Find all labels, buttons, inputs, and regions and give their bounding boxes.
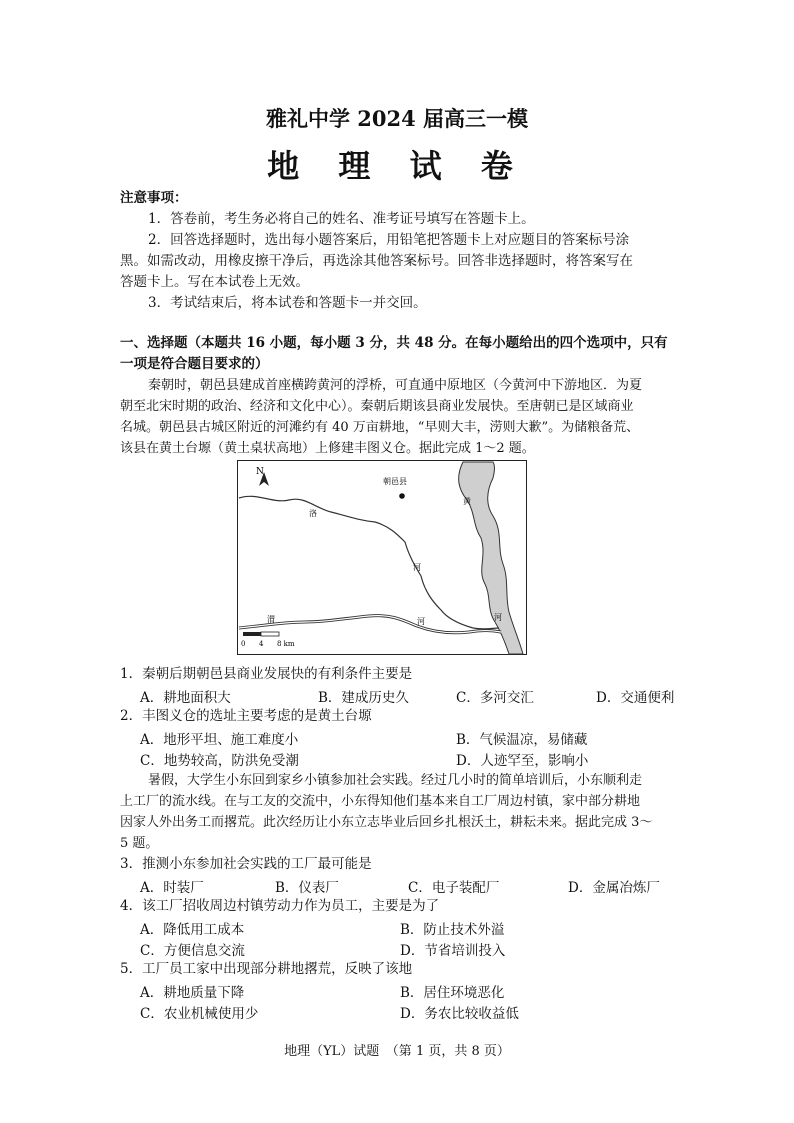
- notice-item-1: 1．答卷前，考生务必将自己的姓名、准考证号填写在答题卡上。: [148, 211, 535, 227]
- river-label-wei: 渭: [267, 615, 275, 624]
- q1-option-a: A．耕地面积大: [140, 690, 231, 706]
- page-footer: 地理（YL）试题 （第 1 页，共 8 页）: [284, 1044, 510, 1059]
- q2-option-b: B．气候温凉，易储藏: [456, 732, 588, 748]
- q1-option-b: B．建成历史久: [318, 690, 409, 706]
- notice-item-3: 3．考试结束后，将本试卷和答题卡一并交回。: [148, 295, 427, 311]
- q1-option-d: D．交通便利: [596, 690, 675, 706]
- q3-option-b: B．仪表厂: [275, 880, 339, 896]
- q4-stem: 4．该工厂招收周边村镇劳动力作为员工，主要是为了: [120, 898, 440, 914]
- q5-option-b: B．居住环境恶化: [400, 985, 505, 1001]
- q2-option-d: D．人迹罕至，影响小: [456, 753, 589, 769]
- river-label-wei-he: 河: [417, 617, 425, 626]
- q3-stem: 3．推测小东参加社会实践的工厂最可能是: [120, 856, 372, 872]
- q5-option-a: A．耕地质量下降: [140, 985, 245, 1001]
- q5-option-d: D．务农比较收益低: [400, 1006, 519, 1022]
- passage-2-line-4: 5 题。: [120, 836, 159, 851]
- notice-heading: 注意事项：: [120, 190, 188, 206]
- q3-option-d: D．金属冶炼厂: [568, 880, 660, 896]
- section-heading-line-1: 一、选择题（本题共 16 小题，每小题 3 分，共 48 分。在每小题给出的四个选项中，只有: [120, 335, 668, 351]
- north-label: N: [256, 467, 264, 477]
- passage-2-line-1: 暑假，大学生小东回到家乡小镇参加社会实践。经过几小时的简单培训后，小东顺利走: [148, 773, 643, 788]
- passage-1-line-3: 名城。朝邑县古城区附近的河滩约有 40 万亩耕地，“早则大丰，涝则大歉”。为储粮备荒、: [120, 420, 640, 435]
- q1-stem: 1．秦朝后期朝邑县商业发展快的有利条件主要是: [120, 666, 413, 682]
- passage-1-line-2: 朝至北宋时期的政治、经济和文化中心）。秦朝后期该县商业发展快。至唐朝已是区域商业: [120, 399, 634, 414]
- river-label-luo: 洛: [309, 509, 317, 518]
- city-dot-icon: [399, 493, 405, 499]
- q4-option-c: C．方便信息交流: [140, 943, 245, 959]
- notice-item-2-line-1: 2．回答选择题时，选出每小题答案后，用铅笔把答题卡上对应题目的答案标号涂: [148, 232, 630, 248]
- section-heading-line-2: 一项是符合题目要求的）: [120, 356, 269, 372]
- notice-item-2-line-3: 答题卡上。写在本试卷上无效。: [120, 274, 309, 290]
- q5-stem: 5．工厂员工家中出现部分耕地撂荒，反映了该地: [120, 961, 413, 977]
- passage-1-line-4: 该县在黄土台塬（黄土桌状高地）上修建丰图义仓。据此完成 1～2 题。: [120, 441, 535, 456]
- q4-option-d: D．节省培训投入: [400, 943, 506, 959]
- map-figure: [237, 460, 527, 655]
- q2-option-a: A．地形平坦、施工难度小: [140, 732, 299, 748]
- q1-option-c: C．多河交汇: [456, 690, 534, 706]
- river-label-huang-he: 河: [494, 613, 502, 622]
- q2-stem: 2．丰图义仓的选址主要考虑的是黄土台塬: [120, 708, 372, 724]
- exam-title: 雅礼中学 2024 届高三一模: [265, 106, 529, 131]
- passage-1-line-1: 秦朝时，朝邑县建成首座横跨黄河的浮桥，可直通中原地区（今黄河中下游地区．为夏: [148, 378, 643, 393]
- scale-bar-segment: [243, 632, 261, 636]
- city-label: 朝邑县: [383, 477, 407, 486]
- passage-2-line-3: 因家人外出务工而撂荒。此次经历让小东立志毕业后回乡扎根沃土，耕耘未来。据此完成 3～: [120, 815, 653, 830]
- q4-option-b: B．防止技术外溢: [400, 922, 505, 938]
- scale-label-4: 4: [259, 640, 264, 648]
- q3-option-c: C．电子装配厂: [408, 880, 500, 896]
- q2-option-c: C．地势较高，防洪免受潮: [140, 753, 299, 769]
- river-label-huang: 黄: [463, 497, 471, 506]
- exam-subject-title: 地 理 试 卷: [267, 147, 527, 185]
- q5-option-c: C．农业机械使用少: [140, 1006, 259, 1022]
- scale-bar-segment: [261, 632, 279, 636]
- scale-label-0: 0: [241, 640, 246, 648]
- river-label-luo-he: 河: [413, 563, 421, 572]
- notice-item-2-line-2: 黑。如需改动，用橡皮擦干净后，再选涂其他答案标号。回答非选择题时，将答案写在: [120, 253, 633, 269]
- q4-option-a: A．降低用工成本: [140, 922, 245, 938]
- passage-2-line-2: 上工厂的流水线。在与工友的交流中，小东得知他们基本来自工厂周边村镇，家中部分耕地: [120, 794, 641, 809]
- scale-label-8km: 8 km: [277, 640, 295, 648]
- q3-option-a: A．时装厂: [140, 880, 204, 896]
